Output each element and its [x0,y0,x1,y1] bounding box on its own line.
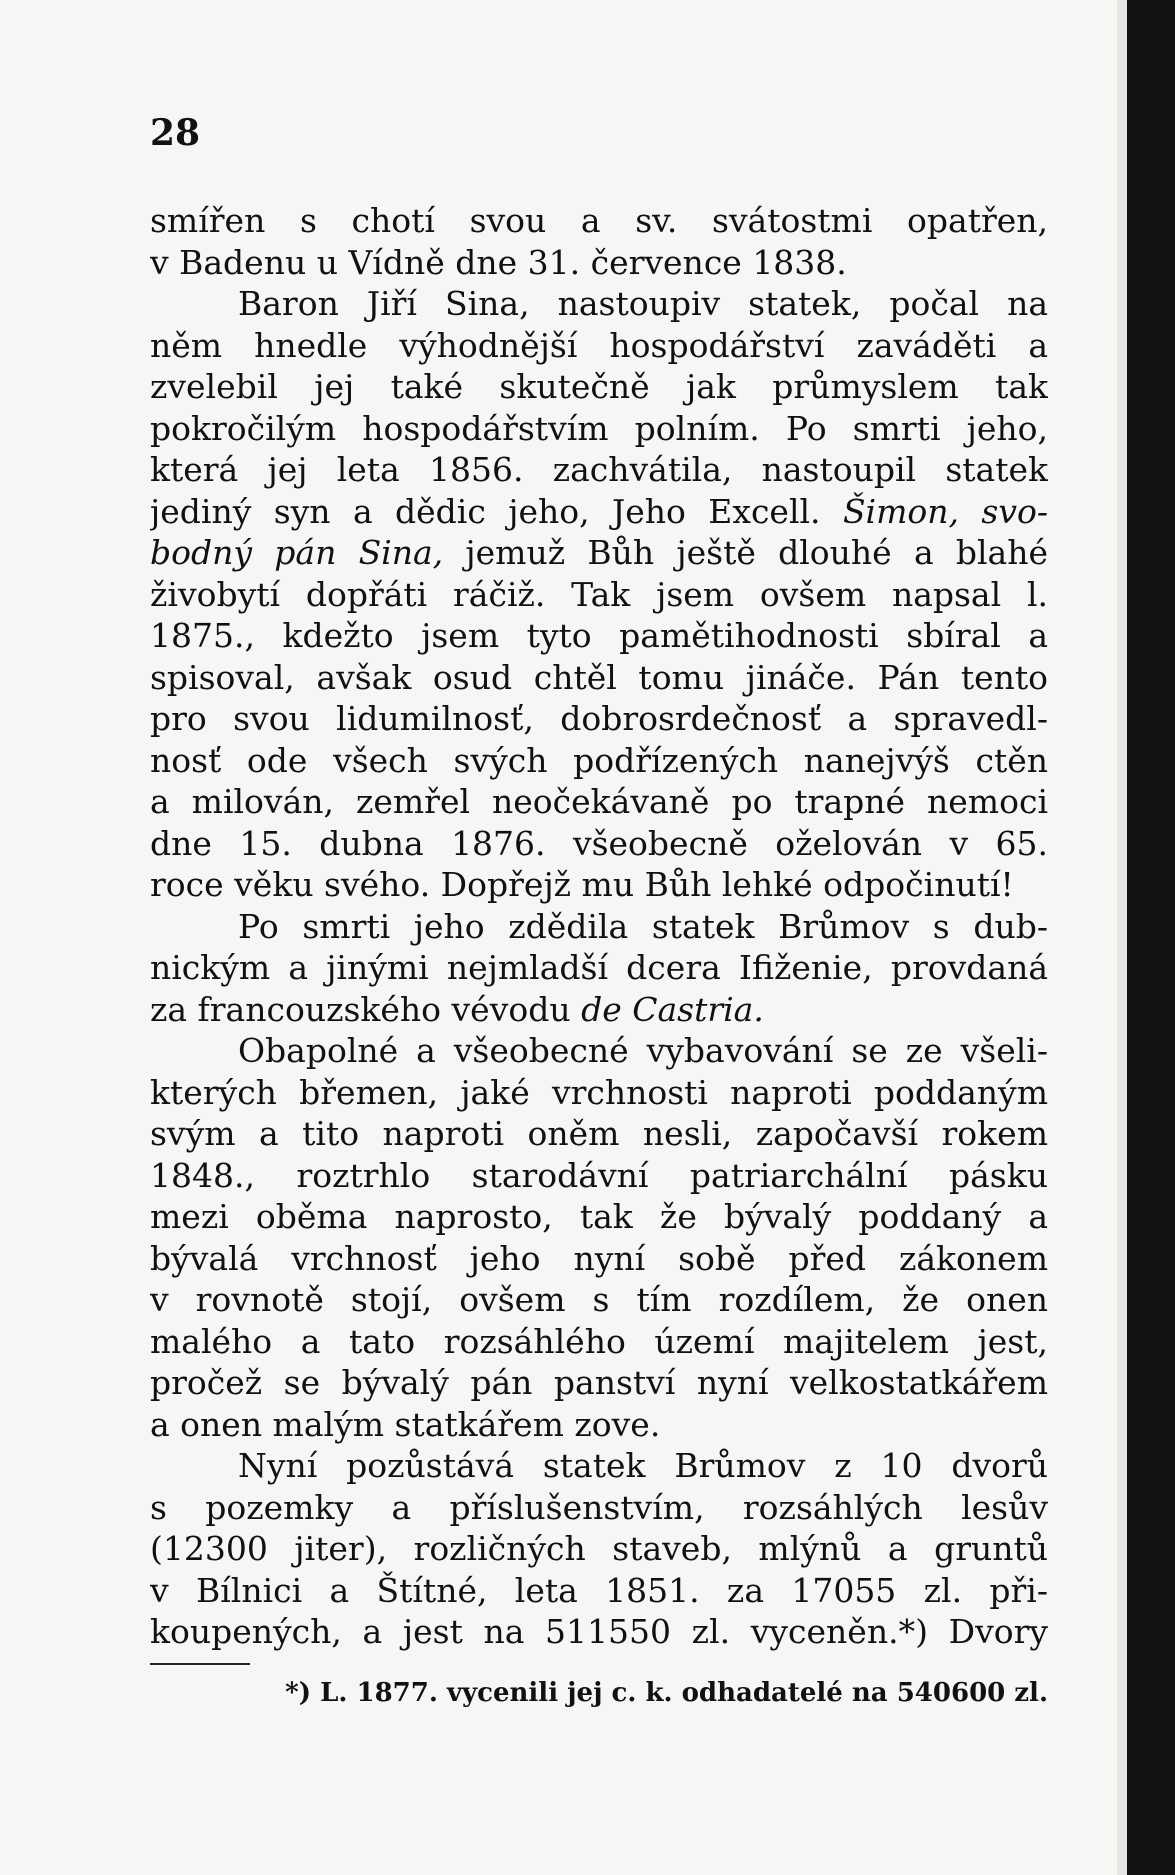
text-line: v Bílnici a Štítné, leta 1851. za 17055 zl. při- [150,1570,1048,1610]
text-line: nickým a jinými nejmladší dcera Ifiženie, provdaná [150,948,1048,987]
text-line: pročež se bývalý pán panství nyní velkostatkářem [150,1363,1048,1402]
text-line: Obapolné a všeobecné vybavování se ze všeli- [238,1031,1048,1070]
text-line: smířen s chotí svou a sv. svátostmi opatřen, [150,201,1048,240]
text-line: mezi oběma naprosto, tak že bývalý poddaný a [150,1197,1048,1236]
text-line: bývalá vrchnosť jeho nyní sobě před zákonem [150,1238,1048,1278]
text-line: malého a tato rozsáhlého území majitelem jest, [150,1321,1048,1361]
text-line: 1848., roztrhlo starodávní patriarchální pásku [150,1155,1048,1195]
text-segment: za francouzského vévodu [150,989,571,1029]
italic-name: de Castria. [581,989,764,1029]
footnote: *) L. 1877. vycenili jej c. k. odhadatelé na 540600 zl. [285,1678,1048,1708]
text-line: zvelebil jej také skutečně jak průmyslem tak [150,367,1048,406]
text-line: roce věku svého. Dopřejž mu Bůh lehké odpočinutí! [150,865,1014,904]
italic-name: bodný pán Sina, [150,533,444,572]
text-line: která jej leta 1856. zachvátila, nastoupil statek [150,450,1048,489]
text-line-mixed [150,989,1048,1031]
text-line: koupených, a jest na 511550 zl. vyceněn.*) Dvory [150,1612,1048,1651]
text-line: s pozemky a příslušenstvím, rozsáhlých lesův [150,1487,1048,1527]
text-line: Baron Jiří Sina, nastoupiv statek, počal na [238,284,1048,323]
text-line: (12300 jiter), rozličných staveb, mlýnů a gruntů [150,1529,1048,1568]
text-line-mixed [150,491,1048,533]
text-line: pro svou lidumilnosť, dobrosrdečnosť a spravedl- [150,699,1048,738]
text-line: pokročilým hospodářstvím polním. Po smrti jeho, [150,408,1048,448]
text-line: a onen malým statkářem zove. [150,1404,661,1444]
text-line: kterých břemen, jaké vrchnosti naproti poddaným [150,1072,1048,1112]
text-line: svým a tito naproti oněm nesli, započavší rokem [150,1114,1048,1153]
text-line-mixed [150,532,1048,574]
text-line: nosť ode všech svých podřízených nanejvýš ctěn [150,740,1048,780]
text-line: živobytí dopřáti ráčiž. Tak jsem ovšem napsal l. [150,574,1048,614]
text-line: něm hnedle výhodnější hospodářství zaváděti a [150,325,1048,365]
text-line: v rovnotě stojí, ovšem s tím rozdílem, že onen [150,1280,1048,1319]
text-line: 1875., kdežto jsem tyto pamětihodnosti sbíral a [150,616,1048,655]
page-edge-shadow [1117,0,1127,1875]
text-line: Nyní pozůstává statek Brůmov z 10 dvorů [238,1446,1048,1485]
text-segment: jediný syn a dědic jeho, Jeho Excell. [150,491,821,531]
footnote-divider [150,1663,250,1665]
page-number: 28 [150,112,201,154]
text-line: a milován, zemřel neočekávaně po trapné nemoci [150,782,1048,821]
scan-border [1127,0,1175,1875]
text-line: Po smrti jeho zdědila statek Brůmov s dub- [238,906,1048,946]
italic-name: Šimon, svo- [842,491,1048,531]
text-line: dne 15. dubna 1876. všeobecně oželován v 65. [150,823,1048,863]
body-text [150,200,1048,1653]
text-line: v Badenu u Vídně dne 31. července 1838. [150,242,847,282]
text-segment: jemuž Bůh ještě dlouhé a blahé [465,533,1048,572]
text-line: spisoval, avšak osud chtěl tomu jináče. Pán tento [150,657,1048,697]
